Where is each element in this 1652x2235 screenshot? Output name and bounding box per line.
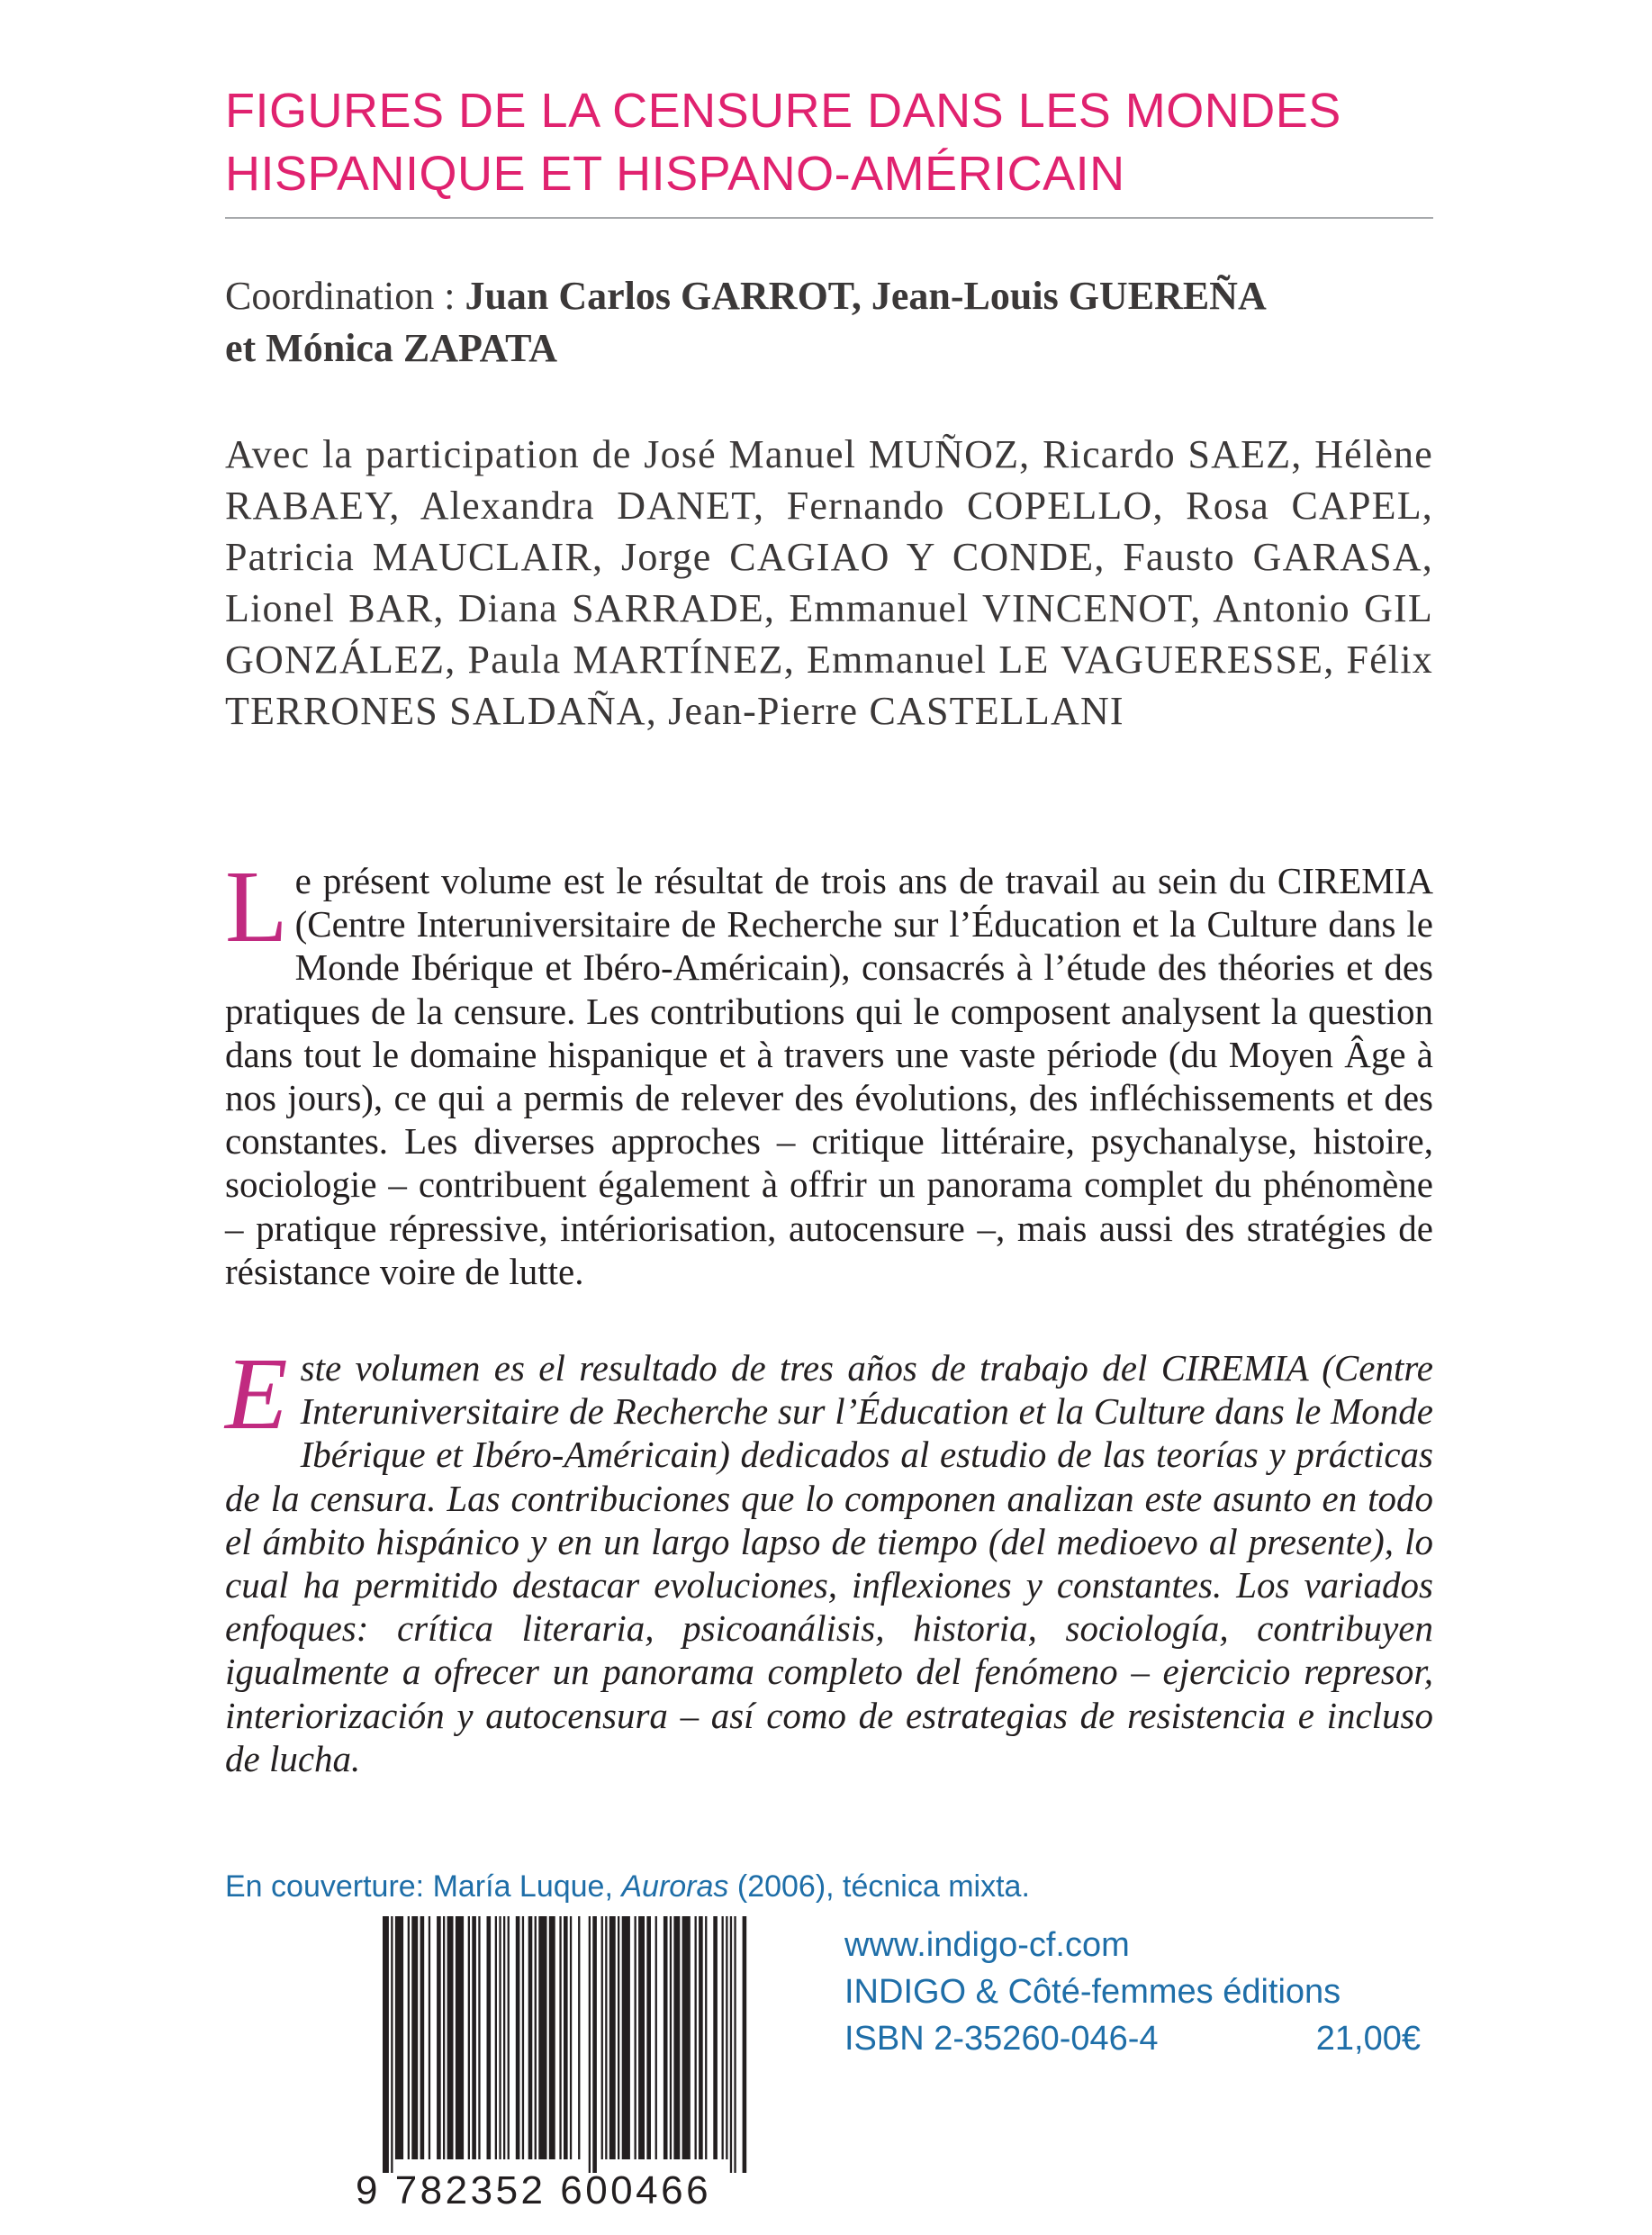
publisher-website[interactable]: www.indigo-cf.com [844, 1926, 1130, 1964]
barcode-bar [395, 1916, 403, 2159]
barcode-bar [682, 1916, 691, 2159]
barcode-bar [535, 1916, 537, 2159]
cover-credit [225, 1869, 1030, 1905]
barcode-bar [478, 1916, 480, 2159]
barcode-bar [622, 1916, 630, 2159]
barcode-bar [695, 1916, 697, 2159]
barcode-bar [472, 1916, 476, 2159]
cover-credit-work: Auroras [621, 1869, 729, 1904]
barcode-bar [495, 1916, 497, 2159]
barcode-bar [722, 1916, 724, 2159]
barcode-bar [391, 1916, 393, 2173]
barcode-bar [429, 1916, 430, 2159]
dropcap-spanish: E [225, 1336, 288, 1451]
barcode-bar [592, 1916, 597, 2173]
barcode-bar [609, 1916, 616, 2159]
isbn-barcode [356, 1916, 758, 2212]
isbn-price-row [844, 2015, 1421, 2062]
summary-spanish [225, 1336, 1433, 1780]
coordination-names-line-1: Juan Carlos GARROT, Jean-Louis GUEREÑA [465, 274, 1267, 318]
barcode-bar [383, 1916, 389, 2173]
barcode-bar [699, 1916, 703, 2159]
barcode-digits: 9 782352 600466 [356, 2168, 712, 2212]
barcode-bar [456, 1916, 464, 2159]
barcode-bar [601, 1916, 603, 2159]
barcode-bar [559, 1916, 561, 2159]
barcode-bar [605, 1916, 607, 2159]
barcode-bar [411, 1916, 418, 2159]
cover-credit-prefix: En couverture: María Luque, [225, 1869, 622, 1904]
barcode-bar [499, 1916, 501, 2159]
dropcap-french: L [225, 849, 288, 964]
barcode-bar [564, 1916, 568, 2159]
summary-french [225, 849, 1433, 1293]
barcode-bar [726, 1916, 727, 2159]
price: 21,00€ [1315, 2020, 1421, 2058]
book-title [225, 79, 1440, 205]
barcode-bar [618, 1916, 619, 2159]
barcode-bar [528, 1916, 533, 2159]
barcode-bar [638, 1916, 645, 2159]
barcode-bar [408, 1916, 410, 2159]
barcode-bar [655, 1916, 657, 2159]
barcode-bar [713, 1916, 718, 2159]
barcode-bar [734, 1916, 736, 2173]
barcode-bar [487, 1916, 492, 2159]
barcode-bar [549, 1916, 555, 2159]
barcode-bar [538, 1916, 546, 2159]
publisher-name: INDIGO & Côté-femmes éditions [844, 1973, 1341, 2011]
publisher-block [844, 1922, 1421, 2062]
barcode-bar [589, 1916, 591, 2173]
title-divider [225, 217, 1433, 219]
barcode-bar [503, 1916, 505, 2159]
barcode-bar [646, 1916, 651, 2159]
book-title-line-1: FIGURES DE LA CENSURE DANS LES MONDES [225, 84, 1341, 138]
barcode-bar [437, 1916, 441, 2159]
barcode-bar [670, 1916, 672, 2159]
book-title-line-2: HISPANIQUE ET HISPANO-AMÉRICAIN [225, 147, 1125, 201]
barcode-bar [516, 1916, 520, 2159]
barcode-bar [578, 1916, 580, 2159]
barcode-bar [743, 1916, 747, 2173]
barcode-bar [522, 1916, 524, 2159]
barcode-bar [443, 1916, 445, 2159]
summary-spanish-text: ste volumen es el resultado de tres años de trabajo del CIREMIA (Centre Interuniversitaire de Recherche sur l’Éducation et la Culture dans le Monde Ibérique et Ibéro-Américain) dedicados al estudio de las teorías y prácticas de la censura. Las contribuciones que lo componen analizan este asunto en todo el ámbito hispánico y en un largo lapso de tiempo (del medioevo al presente), lo cual ha permitido destacar evoluciones, inflexiones y constantes. Los variados enfoques: crítica literaria, psicoanálisis, historia, sociología, contribuyen igualmente a ofrecer un panorama completo del fenómeno – ejercicio represor, interiorización y autocensura – así como de estrategias de resistencia e incluso de lucha. [225, 1347, 1433, 1779]
barcode-bar [447, 1916, 454, 2159]
barcode-bar [420, 1916, 425, 2159]
cover-credit-suffix: (2006), técnica mixta. [728, 1869, 1030, 1904]
coordination [225, 270, 1433, 375]
barcode-bar [468, 1916, 470, 2159]
isbn-number: ISBN 2-35260-046-4 [844, 2020, 1159, 2058]
barcode-bar [508, 1916, 510, 2159]
barcode-bar [673, 1916, 680, 2159]
barcode-bar [664, 1916, 668, 2159]
coordination-label: Coordination : [225, 274, 465, 318]
summary-french-text: e présent volume est le résultat de trois ans de travail au sein du CIREMIA (Centre Interuniversitaire de Recherche sur l’Éducation et la Culture dans le Monde Ibérique et Ibéro-Américain), consacrés à l’étude des théories et des pratiques de la censure. Les contributions qui le composent analysent la question dans tout le domaine hispanique et à travers une vaste période (du Moyen Âge à nos jours), ce qui a permis de relever des évolutions, des infléchissements et des constantes. Les diverses approches – critique littéraire, psychanalyse, histoire, sociologie – contribuent également à offrir un panorama complet du phénomène – pratique répressive, intériorisation, autocensure –, mais aussi des stratégies de résistance voire de lutte. [225, 860, 1433, 1292]
barcode-bar [730, 1916, 732, 2173]
coordination-names-line-2: et Mónica ZAPATA [225, 326, 558, 370]
barcode-bar [705, 1916, 707, 2159]
barcode-bar [635, 1916, 636, 2159]
participation-list: Avec la participation de José Manuel MUÑOZ, Ricardo SAEZ, Hélène RABAEY, Alexandra DANET, Fernando COPELLO, Rosa CAPEL, Patricia MAUCLAIR, Jorge CAGIAO Y CONDE, Fausto GARASA, Lionel BAR, Diana SARRADE, Emmanuel VINCENOT, Antonio GIL GONZÁLEZ, Paula MARTÍNEZ, Emmanuel LE VAGUERESSE, Félix TERRONES SALDAÑA, Jean-Pierre CASTELLANI [225, 432, 1433, 733]
barcode-bars [356, 1916, 758, 2173]
barcode-bar [570, 1916, 572, 2159]
